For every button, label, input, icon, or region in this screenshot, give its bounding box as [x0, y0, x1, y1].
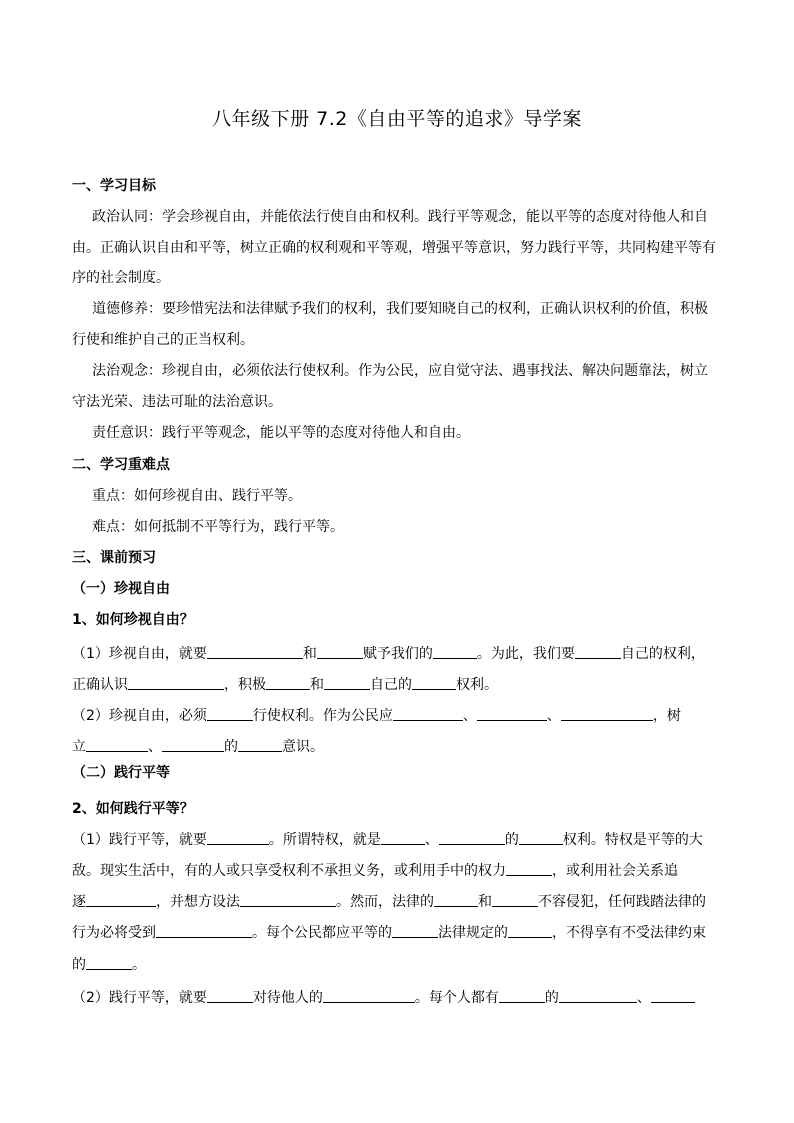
blank: [434, 892, 478, 907]
blank: [439, 830, 505, 845]
blank: [240, 892, 336, 907]
subsection-2-heading: （二）践行平等: [72, 765, 170, 781]
q1-item2-line1: （2）珍视自由，必须 行使权利。作为公民应 、 、 ，树: [72, 708, 681, 724]
blank: [508, 923, 552, 938]
blank: [266, 675, 310, 690]
q2-item1-line3: 逐 ，并想方设法 。然而，法律的 和 不容侵犯，任何践踏法律的: [72, 894, 706, 910]
blank: [433, 644, 477, 659]
difficult-point: 难点：如何抵制不平等行为，践行平等。: [92, 519, 344, 535]
blank: [207, 706, 253, 721]
q2-item1-line4: 行为必将受到 。每个公民都应平等的 法律规定的 ，不得享有不受法律约束: [72, 925, 706, 941]
blank: [207, 830, 269, 845]
blank: [156, 923, 252, 938]
key-point: 重点：如何珍视自由、践行平等。: [92, 488, 302, 504]
blank: [651, 988, 695, 1003]
objective-responsibility: 责任意识：践行平等观念，能以平等的态度对待他人和自由。: [92, 425, 470, 441]
blank: [519, 830, 563, 845]
objective-political-line2: 由。正确认识自由和平等，树立正确的权利观和平等观，增强平等意识，努力践行平等，共同构建平等有: [72, 240, 716, 256]
objective-law-line1: 法治观念：珍视自由，必须依法行使权利。作为公民，应自觉守法、遇事找法、解决问题靠法，树立: [92, 363, 708, 379]
blank: [128, 675, 224, 690]
objective-moral-line2: 行使和维护自己的正当权利。: [72, 332, 254, 348]
q2-item1-line1: （1）践行平等，就要 。所谓特权，就是 、 的 权利。特权是平等的大: [72, 832, 703, 848]
blank: [86, 737, 148, 752]
blank: [162, 737, 224, 752]
blank: [324, 675, 370, 690]
section-3-heading: 三、课前预习: [72, 550, 156, 566]
blank: [575, 644, 621, 659]
blank: [207, 988, 253, 1003]
blank: [381, 830, 425, 845]
objective-moral-line1: 道德修养：要珍惜宪法和法律赋予我们的权利，我们要知晓自己的权利，正确认识权利的价值，积极: [92, 301, 708, 317]
blank: [561, 706, 653, 721]
document-title: 八年级下册 7.2《自由平等的追求》导学案: [212, 108, 582, 130]
q1-item1-line2: 正确认识 ，积极 和 自己的 权利。: [72, 677, 498, 693]
q1-item2-line2: 立 、 的 意识。: [72, 739, 324, 755]
blank: [86, 892, 156, 907]
blank: [86, 955, 132, 970]
q1-item1-line1: （1）珍视自由，就要 和 赋予我们的 。为此，我们要 自己的权利，: [72, 646, 705, 662]
objective-political-line3: 序的社会制度。: [72, 270, 170, 286]
objective-law-line2: 守法光荣、违法可耻的法治意识。: [72, 394, 282, 410]
objective-political-line1: 政治认同：学会珍视自由，并能依法行使自由和权利。践行平等观念，能以平等的态度对待他人和自: [92, 209, 708, 225]
blank: [207, 644, 303, 659]
blank: [506, 861, 552, 876]
q2-item2-line1: （2）践行平等，就要 对待他人的 。每个人都有 的 、: [72, 988, 732, 1008]
subsection-1-heading: （一）珍视自由: [72, 581, 170, 597]
blank: [492, 892, 538, 907]
blank: [392, 923, 438, 938]
q2-item1-line2: 敌。现实生活中，有的人或只享受权利不承担义务，或利用手中的权力 ，或利用社会关系追: [72, 863, 678, 879]
blank: [499, 988, 545, 1003]
blank: [393, 706, 463, 721]
q2-item1-line5: 的 。: [72, 957, 146, 973]
section-1-heading: 一、学习目标: [72, 178, 156, 194]
blank: [238, 737, 282, 752]
question-2: 2、如何践行平等？: [72, 801, 194, 817]
question-1: 1、如何珍视自由？: [72, 612, 194, 628]
blank: [317, 644, 363, 659]
blank: [412, 675, 456, 690]
blank: [559, 988, 637, 1003]
section-2-heading: 二、学习重难点: [72, 457, 170, 473]
blank: [323, 988, 415, 1003]
blank: [477, 706, 547, 721]
